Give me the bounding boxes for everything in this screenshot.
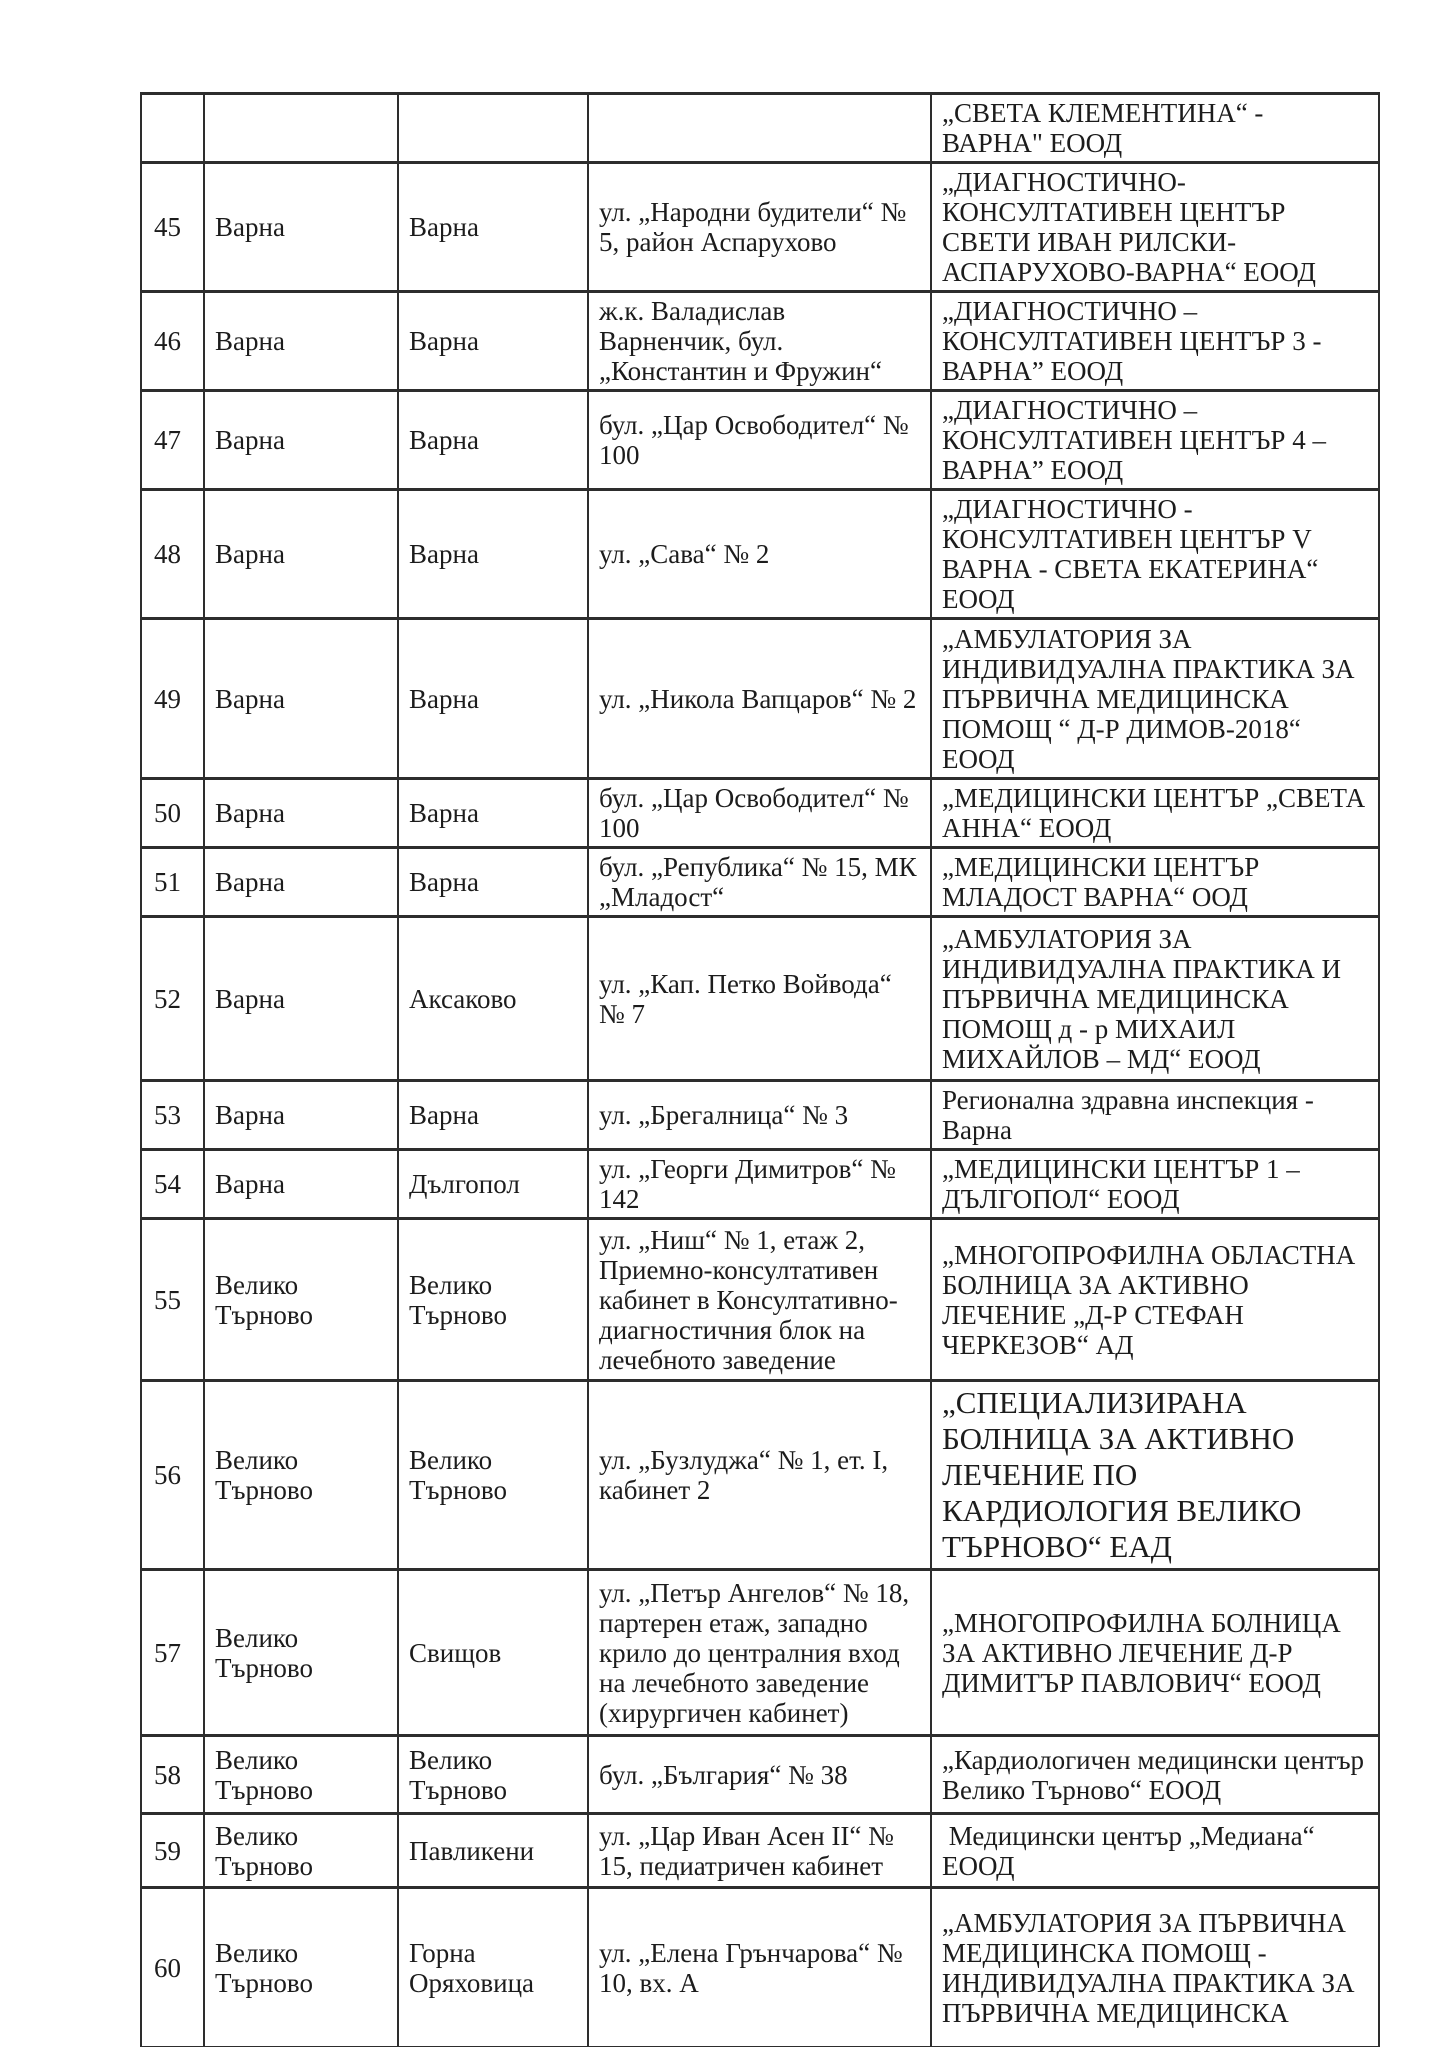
- municipality-cell: Варна: [398, 391, 588, 490]
- address-cell: ул. „Ниш“ № 1, етаж 2, Приемно-консултативен кабинет в Консултативно-диагностичния блок на лечебното заведение: [588, 1219, 931, 1381]
- table-row: [141, 490, 1379, 619]
- row-number-cell: 56: [141, 1381, 204, 1570]
- table-row: [141, 1219, 1379, 1381]
- region-cell: Велико Търново: [204, 1888, 398, 2047]
- table-row: [141, 292, 1379, 391]
- region-cell: Варна: [204, 917, 398, 1081]
- facility-name-cell: „Кардиологичен медицински център Велико Търново“ ЕООД: [931, 1736, 1379, 1814]
- facility-name-cell: „ДИАГНОСТИЧНО - КОНСУЛТАТИВЕН ЦЕНТЪР V ВАРНА - СВЕТА ЕКАТЕРИНА“ ЕООД: [931, 490, 1379, 619]
- region-cell: Велико Търново: [204, 1219, 398, 1381]
- table-row: [141, 1814, 1379, 1888]
- address-cell: ул. „Бузлуджа“ № 1, ет. I, кабинет 2: [588, 1381, 931, 1570]
- address-cell: ул. „Кап. Петко Войвода“ № 7: [588, 917, 931, 1081]
- municipality-cell: Велико Търново: [398, 1219, 588, 1381]
- region-cell: Варна: [204, 848, 398, 917]
- facility-name-cell: „ДИАГНОСТИЧНО-КОНСУЛТАТИВЕН ЦЕНТЪР СВЕТИ ИВАН РИЛСКИ-АСПАРУХОВО-ВАРНА“ ЕООД: [931, 163, 1379, 292]
- table-row: [141, 1381, 1379, 1570]
- row-number-cell: 58: [141, 1736, 204, 1814]
- region-cell: Варна: [204, 292, 398, 391]
- row-number-cell: 48: [141, 490, 204, 619]
- address-cell: ул. „Цар Иван Асен II“ № 15, педиатричен кабинет: [588, 1814, 931, 1888]
- table-row: [141, 1736, 1379, 1814]
- table-row: [141, 1081, 1379, 1150]
- region-cell: Велико Търново: [204, 1814, 398, 1888]
- municipality-cell: Велико Търново: [398, 1736, 588, 1814]
- region-cell: Варна: [204, 391, 398, 490]
- facility-name-cell: „ДИАГНОСТИЧНО – КОНСУЛТАТИВЕН ЦЕНТЪР 4 – ВАРНА” ЕООД: [931, 391, 1379, 490]
- municipality-cell: Свищов: [398, 1570, 588, 1736]
- facility-name-cell: „АМБУЛАТОРИЯ ЗА ИНДИВИДУАЛНА ПРАКТИКА И ПЪРВИЧНА МЕДИЦИНСКА ПОМОЩ д - р МИХАИЛ МИХАЙЛОВ – МД“ ЕООД: [931, 917, 1379, 1081]
- table-row: [141, 391, 1379, 490]
- municipality-cell: Варна: [398, 490, 588, 619]
- table-row: [141, 917, 1379, 1081]
- facility-name-cell: „ДИАГНОСТИЧНО – КОНСУЛТАТИВЕН ЦЕНТЪР 3 - ВАРНА” ЕООД: [931, 292, 1379, 391]
- municipality-cell: Велико Търново: [398, 1381, 588, 1570]
- address-cell: ж.к. Валадислав Варненчик, бул. „Константин и Фружин“: [588, 292, 931, 391]
- municipality-cell: Аксаково: [398, 917, 588, 1081]
- facility-name-cell: „АМБУЛАТОРИЯ ЗА ИНДИВИДУАЛНА ПРАКТИКА ЗА ПЪРВИЧНА МЕДИЦИНСКА ПОМОЩ “ Д-Р ДИМОВ-2018“ ЕООД: [931, 619, 1379, 779]
- address-cell: ул. „Народни будители“ № 5, район Аспарухово: [588, 163, 931, 292]
- document-table: [140, 92, 1380, 2047]
- table-row: [141, 1150, 1379, 1219]
- municipality-cell: Варна: [398, 163, 588, 292]
- row-number-cell: 59: [141, 1814, 204, 1888]
- empty-cell: [141, 94, 204, 163]
- row-number-cell: 51: [141, 848, 204, 917]
- municipality-cell: Павликени: [398, 1814, 588, 1888]
- municipality-cell: Варна: [398, 619, 588, 779]
- row-number-cell: 55: [141, 1219, 204, 1381]
- table-body: [141, 94, 1379, 2047]
- region-cell: Варна: [204, 1150, 398, 1219]
- address-cell: бул. „България“ № 38: [588, 1736, 931, 1814]
- region-cell: Варна: [204, 619, 398, 779]
- facility-name-cell: „МЕДИЦИНСКИ ЦЕНТЪР „СВЕТА АННА“ ЕООД: [931, 779, 1379, 848]
- table-row-continuation: [141, 94, 1379, 163]
- address-cell: ул. „Георги Димитров“ № 142: [588, 1150, 931, 1219]
- facility-name-cell: „СВЕТА КЛЕМЕНТИНА“ - ВАРНА" ЕООД: [931, 94, 1379, 163]
- facility-name-cell: „МЕДИЦИНСКИ ЦЕНТЪР МЛАДОСТ ВАРНА“ ООД: [931, 848, 1379, 917]
- address-cell: бул. „Цар Освободител“ № 100: [588, 779, 931, 848]
- table-row: [141, 779, 1379, 848]
- region-cell: Велико Търново: [204, 1381, 398, 1570]
- row-number-cell: 45: [141, 163, 204, 292]
- facility-name-cell: „СПЕЦИАЛИЗИРАНА БОЛНИЦА ЗА АКТИВНО ЛЕЧЕНИЕ ПО КАРДИОЛОГИЯ ВЕЛИКО ТЪРНОВО“ ЕАД: [931, 1381, 1379, 1570]
- region-cell: Варна: [204, 1081, 398, 1150]
- row-number-cell: 60: [141, 1888, 204, 2047]
- row-number-cell: 53: [141, 1081, 204, 1150]
- address-cell: бул. „Република“ № 15, МК „Младост“: [588, 848, 931, 917]
- facility-name-cell: Регионална здравна инспекция - Варна: [931, 1081, 1379, 1150]
- table-row: [141, 848, 1379, 917]
- table-row: [141, 619, 1379, 779]
- facility-name-cell: „МНОГОПРОФИЛНА ОБЛАСТНА БОЛНИЦА ЗА АКТИВНО ЛЕЧЕНИЕ „Д-Р СТЕФАН ЧЕРКЕЗОВ“ АД: [931, 1219, 1379, 1381]
- row-number-cell: 52: [141, 917, 204, 1081]
- municipality-cell: Варна: [398, 848, 588, 917]
- municipality-cell: Дългопол: [398, 1150, 588, 1219]
- region-cell: Варна: [204, 163, 398, 292]
- municipality-cell: Варна: [398, 779, 588, 848]
- region-cell: Велико Търново: [204, 1570, 398, 1736]
- address-cell: ул. „Сава“ № 2: [588, 490, 931, 619]
- facility-name-cell: Медицински център „Медиана“ ЕООД: [931, 1814, 1379, 1888]
- address-cell: бул. „Цар Освободител“ № 100: [588, 391, 931, 490]
- row-number-cell: 46: [141, 292, 204, 391]
- row-number-cell: 49: [141, 619, 204, 779]
- row-number-cell: 50: [141, 779, 204, 848]
- address-cell: ул. „Никола Вапцаров“ № 2: [588, 619, 931, 779]
- row-number-cell: 54: [141, 1150, 204, 1219]
- municipality-cell: Варна: [398, 292, 588, 391]
- empty-cell: [204, 94, 398, 163]
- table-row: [141, 163, 1379, 292]
- address-cell: ул. „Елена Грънчарова“ № 10, вх. А: [588, 1888, 931, 2047]
- facility-name-cell: „МНОГОПРОФИЛНА БОЛНИЦА ЗА АКТИВНО ЛЕЧЕНИЕ Д-Р ДИМИТЪР ПАВЛОВИЧ“ ЕООД: [931, 1570, 1379, 1736]
- municipality-cell: Варна: [398, 1081, 588, 1150]
- region-cell: Велико Търново: [204, 1736, 398, 1814]
- table-row: [141, 1570, 1379, 1736]
- empty-cell: [398, 94, 588, 163]
- municipality-cell: Горна Оряховица: [398, 1888, 588, 2047]
- address-cell: ул. „Брегалница“ № 3: [588, 1081, 931, 1150]
- region-cell: Варна: [204, 779, 398, 848]
- row-number-cell: 47: [141, 391, 204, 490]
- facility-name-cell: „МЕДИЦИНСКИ ЦЕНТЪР 1 – ДЪЛГОПОЛ“ ЕООД: [931, 1150, 1379, 1219]
- row-number-cell: 57: [141, 1570, 204, 1736]
- table-row: [141, 1888, 1379, 2047]
- region-cell: Варна: [204, 490, 398, 619]
- address-cell: ул. „Петър Ангелов“ № 18, партерен етаж, западно крило до централния вход на лечебното заведение (хирургичен кабинет): [588, 1570, 931, 1736]
- empty-cell: [588, 94, 931, 163]
- facility-name-cell: „АМБУЛАТОРИЯ ЗА ПЪРВИЧНА МЕДИЦИНСКА ПОМОЩ - ИНДИВИДУАЛНА ПРАКТИКА ЗА ПЪРВИЧНА МЕДИЦИНСКА: [931, 1888, 1379, 2047]
